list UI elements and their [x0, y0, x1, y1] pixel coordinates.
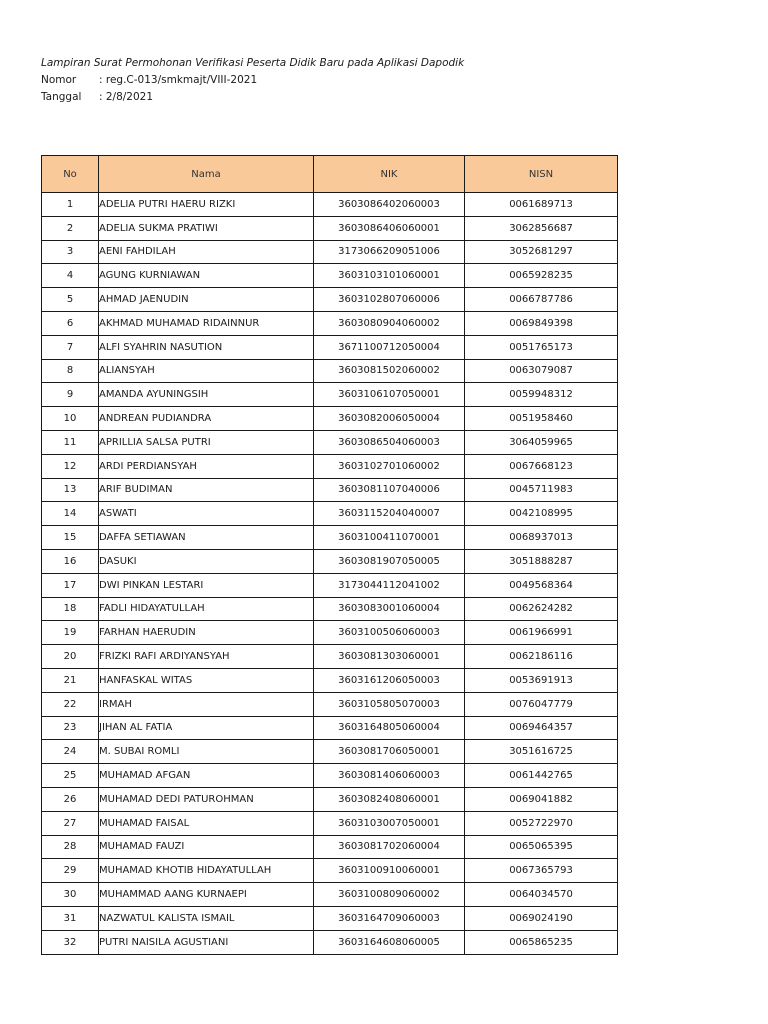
tanggal-row — [41, 89, 464, 106]
cell-nik: 3671100712050004 — [314, 335, 465, 359]
cell-nama: IRMAH — [99, 692, 314, 716]
cell-nisn: 0059948312 — [465, 383, 618, 407]
cell-nama: ARDI PERDIANSYAH — [99, 454, 314, 478]
cell-nisn: 0062624282 — [465, 597, 618, 621]
cell-nisn: 0069849398 — [465, 311, 618, 335]
column-header-nama: Nama — [99, 156, 314, 193]
cell-nisn: 0069041882 — [465, 787, 618, 811]
cell-nik: 3603086402060003 — [314, 193, 465, 217]
table-row — [42, 764, 618, 788]
cell-nisn: 0062186116 — [465, 645, 618, 669]
cell-nik: 3603086406060001 — [314, 216, 465, 240]
cell-nik: 3603081107040006 — [314, 478, 465, 502]
table-row — [42, 692, 618, 716]
cell-nisn: 3052681297 — [465, 240, 618, 264]
cell-no: 12 — [42, 454, 99, 478]
cell-nisn: 0065928235 — [465, 264, 618, 288]
table-row — [42, 335, 618, 359]
cell-nama: ARIF BUDIMAN — [99, 478, 314, 502]
table-row — [42, 740, 618, 764]
cell-nama: AKHMAD MUHAMAD RIDAINNUR — [99, 311, 314, 335]
cell-nisn: 0066787786 — [465, 288, 618, 312]
cell-nisn: 0051958460 — [465, 407, 618, 431]
cell-nik: 3603081406060003 — [314, 764, 465, 788]
cell-no: 10 — [42, 407, 99, 431]
table-row — [42, 478, 618, 502]
cell-nik: 3603164608060005 — [314, 930, 465, 954]
table-row — [42, 407, 618, 431]
table-body — [42, 193, 618, 955]
cell-nisn: 0061442765 — [465, 764, 618, 788]
cell-nama: FADLI HIDAYATULLAH — [99, 597, 314, 621]
cell-nama: FARHAN HAERUDIN — [99, 621, 314, 645]
cell-nik: 3603081907050005 — [314, 549, 465, 573]
cell-nama: PUTRI NAISILA AGUSTIANI — [99, 930, 314, 954]
cell-nik: 3603082006050004 — [314, 407, 465, 431]
cell-nik: 3603081502060002 — [314, 359, 465, 383]
table-row — [42, 383, 618, 407]
table-row — [42, 787, 618, 811]
table-row — [42, 811, 618, 835]
column-header-nik: NIK — [314, 156, 465, 193]
cell-nik: 3603115204040007 — [314, 502, 465, 526]
cell-nisn: 0061966991 — [465, 621, 618, 645]
cell-no: 18 — [42, 597, 99, 621]
table-row — [42, 216, 618, 240]
document-title: Lampiran Surat Permohonan Verifikasi Peserta Didik Baru pada Aplikasi Dapodik — [41, 57, 465, 69]
cell-no: 32 — [42, 930, 99, 954]
cell-nama: FRIZKI RAFI ARDIYANSYAH — [99, 645, 314, 669]
cell-nik: 3603161206050003 — [314, 668, 465, 692]
cell-nisn: 0069024190 — [465, 906, 618, 930]
cell-nisn: 3051888287 — [465, 549, 618, 573]
cell-nik: 3603106107050001 — [314, 383, 465, 407]
cell-no: 15 — [42, 526, 99, 550]
table-row — [42, 359, 618, 383]
cell-nik: 3603164805060004 — [314, 716, 465, 740]
cell-nisn: 0065065395 — [465, 835, 618, 859]
cell-nik: 3603082408060001 — [314, 787, 465, 811]
cell-nik: 3603086504060003 — [314, 430, 465, 454]
cell-nama: AHMAD JAENUDIN — [99, 288, 314, 312]
cell-nik: 3603103007050001 — [314, 811, 465, 835]
cell-nisn: 0049568364 — [465, 573, 618, 597]
cell-no: 3 — [42, 240, 99, 264]
cell-nama: MUHAMAD AFGAN — [99, 764, 314, 788]
table-row — [42, 311, 618, 335]
table-header-row — [42, 156, 618, 193]
tanggal-label: Tanggal — [41, 91, 82, 103]
cell-no: 30 — [42, 883, 99, 907]
cell-nisn: 0065865235 — [465, 930, 618, 954]
cell-nik: 3173044112041002 — [314, 573, 465, 597]
cell-nik: 3603100411070001 — [314, 526, 465, 550]
cell-nisn: 0045711983 — [465, 478, 618, 502]
cell-no: 2 — [42, 216, 99, 240]
table-row — [42, 526, 618, 550]
cell-no: 11 — [42, 430, 99, 454]
cell-nisn: 0067365793 — [465, 859, 618, 883]
cell-no: 26 — [42, 787, 99, 811]
cell-nama: ADELIA SUKMA PRATIWI — [99, 216, 314, 240]
cell-nisn: 0061689713 — [465, 193, 618, 217]
cell-nik: 3603100506060003 — [314, 621, 465, 645]
nomor-label: Nomor — [41, 74, 77, 86]
cell-nisn: 3051616725 — [465, 740, 618, 764]
cell-nama: MUHAMAD KHOTIB HIDAYATULLAH — [99, 859, 314, 883]
cell-no: 13 — [42, 478, 99, 502]
cell-no: 4 — [42, 264, 99, 288]
table-row — [42, 454, 618, 478]
table-row — [42, 621, 618, 645]
cell-no: 6 — [42, 311, 99, 335]
cell-nama: AGUNG KURNIAWAN — [99, 264, 314, 288]
cell-nama: ASWATI — [99, 502, 314, 526]
cell-no: 9 — [42, 383, 99, 407]
cell-nama: MUHAMAD DEDI PATUROHMAN — [99, 787, 314, 811]
cell-nik: 3603100809060002 — [314, 883, 465, 907]
cell-nama: NAZWATUL KALISTA ISMAIL — [99, 906, 314, 930]
tanggal-value: : 2/8/2021 — [99, 91, 154, 103]
cell-nama: DWI PINKAN LESTARI — [99, 573, 314, 597]
table-row — [42, 930, 618, 954]
cell-nama: APRILLIA SALSA PUTRI — [99, 430, 314, 454]
cell-nisn: 0076047779 — [465, 692, 618, 716]
nomor-row — [41, 72, 464, 89]
cell-nama: ADELIA PUTRI HAERU RIZKI — [99, 193, 314, 217]
cell-no: 7 — [42, 335, 99, 359]
cell-nisn: 0069464357 — [465, 716, 618, 740]
cell-nama: ALIANSYAH — [99, 359, 314, 383]
cell-nama: DAFFA SETIAWAN — [99, 526, 314, 550]
table-row — [42, 859, 618, 883]
cell-no: 21 — [42, 668, 99, 692]
cell-nik: 3603164709060003 — [314, 906, 465, 930]
cell-nik: 3603081706050001 — [314, 740, 465, 764]
cell-nisn: 3062856687 — [465, 216, 618, 240]
cell-no: 24 — [42, 740, 99, 764]
cell-nama: AENI FAHDILAH — [99, 240, 314, 264]
cell-nisn: 0052722970 — [465, 811, 618, 835]
table-row — [42, 288, 618, 312]
cell-no: 19 — [42, 621, 99, 645]
student-table — [41, 155, 618, 955]
cell-nisn: 0063079087 — [465, 359, 618, 383]
cell-nama: HANFASKAL WITAS — [99, 668, 314, 692]
table-row — [42, 668, 618, 692]
table-row — [42, 597, 618, 621]
table-row — [42, 835, 618, 859]
cell-nisn: 0053691913 — [465, 668, 618, 692]
cell-nik: 3603080904060002 — [314, 311, 465, 335]
cell-nisn: 0064034570 — [465, 883, 618, 907]
nomor-value: : reg.C-013/smkmajt/VIII-2021 — [99, 74, 258, 86]
cell-no: 16 — [42, 549, 99, 573]
cell-nisn: 3064059965 — [465, 430, 618, 454]
document-header — [41, 55, 464, 106]
cell-nama: JIHAN AL FATIA — [99, 716, 314, 740]
column-header-nisn: NISN — [465, 156, 618, 193]
cell-nik: 3603083001060004 — [314, 597, 465, 621]
cell-nik: 3603081702060004 — [314, 835, 465, 859]
cell-nama: M. SUBAI ROMLI — [99, 740, 314, 764]
cell-nama: MUHAMAD FAUZI — [99, 835, 314, 859]
cell-nama: MUHAMAD FAISAL — [99, 811, 314, 835]
cell-no: 8 — [42, 359, 99, 383]
cell-nisn: 0068937013 — [465, 526, 618, 550]
cell-nama: MUHAMMAD AANG KURNAEPI — [99, 883, 314, 907]
cell-no: 14 — [42, 502, 99, 526]
cell-nik: 3603102701060002 — [314, 454, 465, 478]
cell-nama: ALFI SYAHRIN NASUTION — [99, 335, 314, 359]
cell-no: 17 — [42, 573, 99, 597]
cell-no: 28 — [42, 835, 99, 859]
cell-no: 27 — [42, 811, 99, 835]
table-row — [42, 240, 618, 264]
cell-nama: ANDREAN PUDIANDRA — [99, 407, 314, 431]
cell-nama: AMANDA AYUNINGSIH — [99, 383, 314, 407]
cell-no: 25 — [42, 764, 99, 788]
cell-nik: 3603081303060001 — [314, 645, 465, 669]
cell-no: 22 — [42, 692, 99, 716]
cell-nik: 3173066209051006 — [314, 240, 465, 264]
cell-nisn: 0067668123 — [465, 454, 618, 478]
table-row — [42, 264, 618, 288]
table-row — [42, 716, 618, 740]
table-row — [42, 645, 618, 669]
table-row — [42, 573, 618, 597]
cell-no: 29 — [42, 859, 99, 883]
table-row — [42, 883, 618, 907]
table-row — [42, 430, 618, 454]
cell-nik: 3603100910060001 — [314, 859, 465, 883]
cell-no: 1 — [42, 193, 99, 217]
column-header-no: No — [42, 156, 99, 193]
cell-nisn: 0042108995 — [465, 502, 618, 526]
table-row — [42, 906, 618, 930]
cell-nama: DASUKI — [99, 549, 314, 573]
table-row — [42, 549, 618, 573]
cell-nik: 3603105805070003 — [314, 692, 465, 716]
cell-no: 20 — [42, 645, 99, 669]
cell-no: 5 — [42, 288, 99, 312]
cell-no: 23 — [42, 716, 99, 740]
cell-nik: 3603103101060001 — [314, 264, 465, 288]
table-row — [42, 193, 618, 217]
cell-nik: 3603102807060006 — [314, 288, 465, 312]
cell-nisn: 0051765173 — [465, 335, 618, 359]
cell-no: 31 — [42, 906, 99, 930]
table-row — [42, 502, 618, 526]
